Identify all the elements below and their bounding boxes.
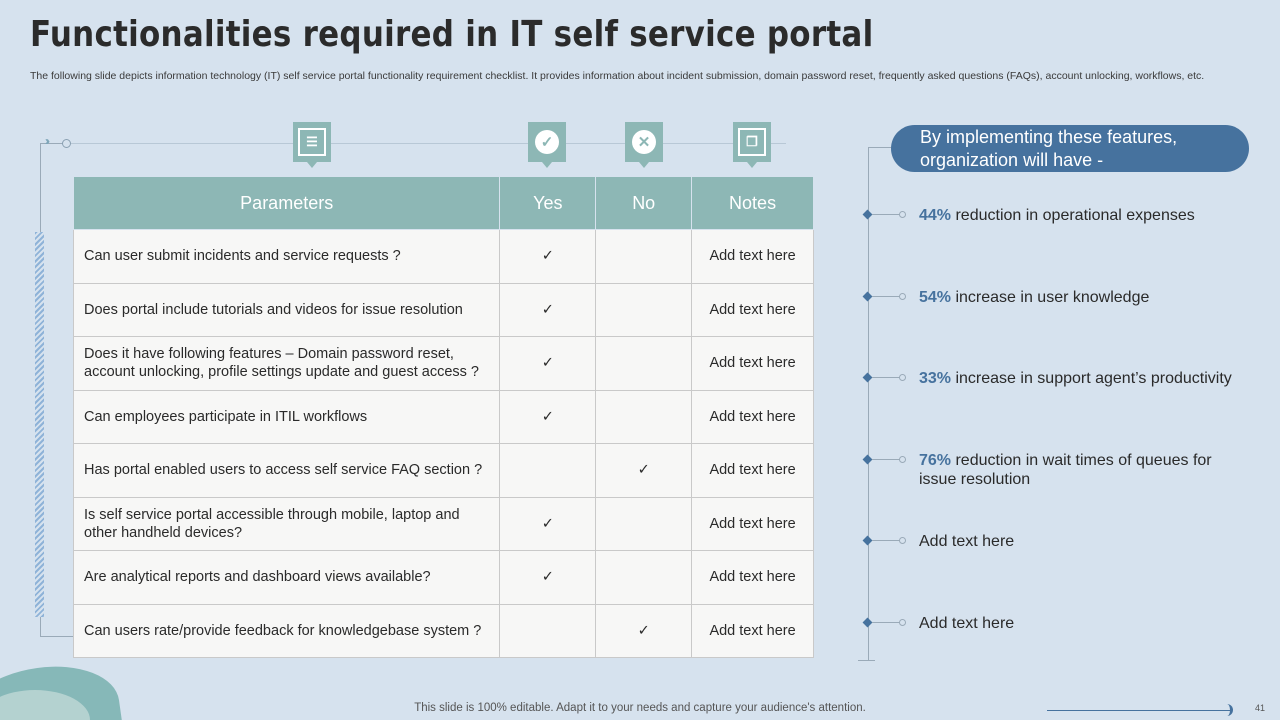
- param-cell: Can users rate/provide feedback for knowledgebase system ?: [74, 604, 500, 658]
- note-cell: Add text here: [692, 497, 814, 551]
- benefit-text: reduction in operational expenses: [951, 207, 1195, 224]
- double-chevron-right-icon: ››: [45, 134, 47, 148]
- benefit-text: Add text here: [919, 615, 1015, 632]
- no-cell: [596, 283, 692, 337]
- diamond-bullet-icon: [864, 618, 908, 628]
- benefit-text: reduction in wait times of queues for issue resolution: [919, 452, 1212, 488]
- benefit-item: [919, 369, 1239, 388]
- header-parameters: Parameters: [74, 177, 500, 230]
- param-cell: Is self service portal accessible through mobile, laptop and other handheld devices?: [74, 497, 500, 551]
- benefit-percent: 76%: [919, 452, 952, 469]
- param-cell: Does portal include tutorials and videos for issue resolution: [74, 283, 500, 337]
- copy-pages-icon: ❐: [733, 122, 771, 162]
- footer-note: This slide is 100% editable. Adapt it to your needs and capture your audience's attention.: [414, 702, 866, 714]
- benefit-text: Add text here: [919, 533, 1015, 550]
- table-row: [74, 497, 814, 551]
- header-yes: Yes: [500, 177, 596, 230]
- table-row: [74, 337, 814, 391]
- no-checkmark-icon: ✓: [596, 444, 692, 498]
- yes-checkmark-icon: ✓: [500, 230, 596, 284]
- yes-checkmark-icon: ✓: [500, 551, 596, 605]
- table-row: [74, 390, 814, 444]
- benefit-item: [919, 532, 1239, 551]
- benefit-item: [919, 288, 1239, 307]
- x-circle-icon: ✕: [625, 122, 663, 162]
- benefit-percent: 44%: [919, 207, 952, 224]
- note-cell: Add text here: [692, 604, 814, 658]
- benefit-item: [919, 206, 1239, 225]
- table-row: [74, 283, 814, 337]
- page-title: Functionalities required in IT self service portal: [30, 14, 874, 55]
- diamond-bullet-icon: [864, 373, 908, 383]
- yes-checkmark-icon: ✓: [500, 497, 596, 551]
- table-header-row: [74, 177, 814, 230]
- yes-checkmark-icon: ✓: [500, 337, 596, 391]
- panel-timeline-bottom: [858, 660, 875, 661]
- param-cell: Does it have following features – Domain password reset, account unlocking, profile settings update and guest access ?: [74, 337, 500, 391]
- table-row: [74, 230, 814, 284]
- param-cell: Can user submit incidents and service requests ?: [74, 230, 500, 284]
- benefit-text: increase in user knowledge: [951, 289, 1150, 306]
- diamond-bullet-icon: [864, 455, 908, 465]
- panel-heading: By implementing these features, organization will have -: [891, 125, 1249, 172]
- benefit-percent: 33%: [919, 370, 952, 387]
- panel-timeline-line: [868, 147, 869, 660]
- note-cell: Add text here: [692, 551, 814, 605]
- table-row: [74, 444, 814, 498]
- table-row: [74, 551, 814, 605]
- header-notes: Notes: [692, 177, 814, 230]
- page-subtitle: The following slide depicts information technology (IT) self service portal functionality requirement checklist. It provides information about incident submission, domain password reset, frequently asked questions (FAQs), account unlocking, workflows, etc.: [30, 70, 1205, 82]
- param-cell: Has portal enabled users to access self service FAQ section ?: [74, 444, 500, 498]
- panel-timeline-top: [868, 147, 892, 148]
- no-checkmark-icon: ✓: [596, 604, 692, 658]
- check-circle-icon: ✓: [528, 122, 566, 162]
- header-connector-line: [71, 143, 786, 144]
- no-cell: [596, 337, 692, 391]
- yes-checkmark-icon: ✓: [500, 283, 596, 337]
- document-icon: ☰: [293, 122, 331, 162]
- diamond-bullet-icon: [864, 210, 908, 220]
- progress-end-icon: [1224, 704, 1233, 716]
- page-number: 41: [1255, 703, 1266, 713]
- param-cell: Can employees participate in ITIL workflows: [74, 390, 500, 444]
- benefit-text: increase in support agent’s productivity: [951, 370, 1232, 387]
- note-cell: Add text here: [692, 444, 814, 498]
- header-no: No: [596, 177, 692, 230]
- note-cell: Add text here: [692, 230, 814, 284]
- note-cell: Add text here: [692, 337, 814, 391]
- no-cell: [596, 497, 692, 551]
- rail-dot: [62, 139, 71, 148]
- yes-cell: [500, 604, 596, 658]
- checklist-table: [73, 176, 814, 658]
- benefit-item: [919, 451, 1239, 489]
- table-row: [74, 604, 814, 658]
- benefit-item: [919, 614, 1239, 633]
- no-cell: [596, 390, 692, 444]
- yes-cell: [500, 444, 596, 498]
- no-cell: [596, 230, 692, 284]
- slide-progress-line: [1047, 710, 1230, 711]
- note-cell: Add text here: [692, 283, 814, 337]
- rail-line-bottom: [40, 636, 73, 637]
- diamond-bullet-icon: [864, 292, 908, 302]
- param-cell: Are analytical reports and dashboard views available?: [74, 551, 500, 605]
- note-cell: Add text here: [692, 390, 814, 444]
- yes-checkmark-icon: ✓: [500, 390, 596, 444]
- no-cell: [596, 551, 692, 605]
- striped-decoration: [35, 232, 44, 617]
- diamond-bullet-icon: [864, 536, 908, 546]
- benefit-percent: 54%: [919, 289, 952, 306]
